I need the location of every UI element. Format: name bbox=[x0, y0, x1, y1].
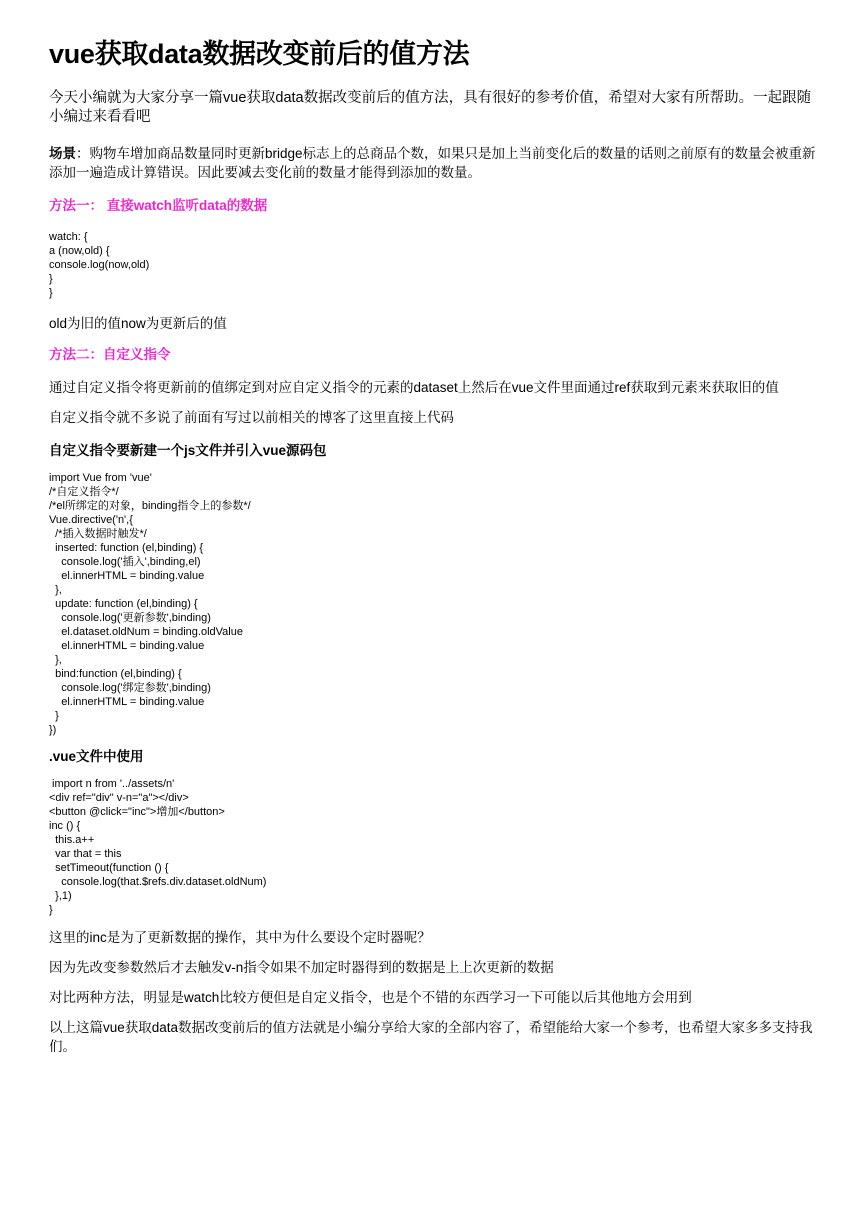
old-now-paragraph: old为旧的值now为更新后的值 bbox=[49, 316, 227, 331]
watch-code-block: watch: { a (now,old) { console.log(now,old) } } bbox=[49, 231, 150, 299]
js-file-heading: 自定义指令要新建一个js文件并引入vue源码包 bbox=[49, 443, 327, 458]
outro-paragraph: 以上这篇vue获取data数据改变前后的值方法就是小编分享给大家的全部内容了，希望能给大家一个参考，也希望大家多多支持我们。 bbox=[49, 1020, 813, 1054]
inc-paragraph: 这里的inc是为了更新数据的操作，其中为什么要设个定时器呢？ bbox=[49, 930, 431, 945]
intro-paragraph: 今天小编就为大家分享一篇vue获取data数据改变前后的值方法，具有很好的参考价值，希望对大家有所帮助。一起跟随小编过来看看吧 bbox=[49, 90, 812, 125]
reason-paragraph: 因为先改变参数然后才去触发v-n指令如果不加定时器得到的数据是上上次更新的数据 bbox=[49, 960, 554, 975]
vue-file-heading: .vue文件中使用 bbox=[49, 749, 144, 764]
compare-paragraph: 对比两种方法，明显是watch比较方便但是自定义指令，也是个不错的东西学习一下可能以后其他地方会用到 bbox=[49, 990, 692, 1005]
scene-label: 场景 bbox=[49, 146, 76, 161]
method-two-heading: 方法二：自定义指令 bbox=[49, 347, 171, 362]
directive-code-block: import Vue from 'vue' /*自定义指令*/ /*el所绑定的对象，binding指令上的参数*/ Vue.directive('n',{ /*插入数据时触发*/ inserted: function (el,binding) { console.log('插入',binding,el) el.innerHTML = binding.value }, update: function (el,binding) { console.log('更新参数',binding) el.dataset.oldNum = binding.oldValue el.innerHTML = binding.value }, bind:function (el,binding) { console.log('绑定参数',binding) el.innerHTML = binding.value } }) bbox=[49, 472, 251, 736]
method-one-heading: 方法一： 直接watch监听data的数据 bbox=[49, 198, 268, 213]
scene-paragraph bbox=[49, 144, 818, 182]
vue-usage-code-block: import n from '../assets/n' <div ref="div" v-n="a"></div> <button @click="inc">增加</button> inc () { this.a++ var that = this setTimeout(function () { console.log(that.$refs.div.dataset.oldNum) },1) } bbox=[49, 778, 267, 916]
article-title: vue获取data数据改变前后的值方法 bbox=[49, 39, 470, 69]
directive-note: 自定义指令就不多说了前面有写过以前相关的博客了这里直接上代码 bbox=[49, 410, 454, 425]
directive-description: 通过自定义指令将更新前的值绑定到对应自定义指令的元素的dataset上然后在vue文件里面通过ref获取到元素来获取旧的值 bbox=[49, 380, 779, 395]
scene-text: ：购物车增加商品数量同时更新bridge标志上的总商品个数，如果只是加上当前变化后的数量的话则之前原有的数量会被重新添加一遍造成计算错误。因此要减去变化前的数量才能得到添加的数量。 bbox=[49, 146, 816, 180]
